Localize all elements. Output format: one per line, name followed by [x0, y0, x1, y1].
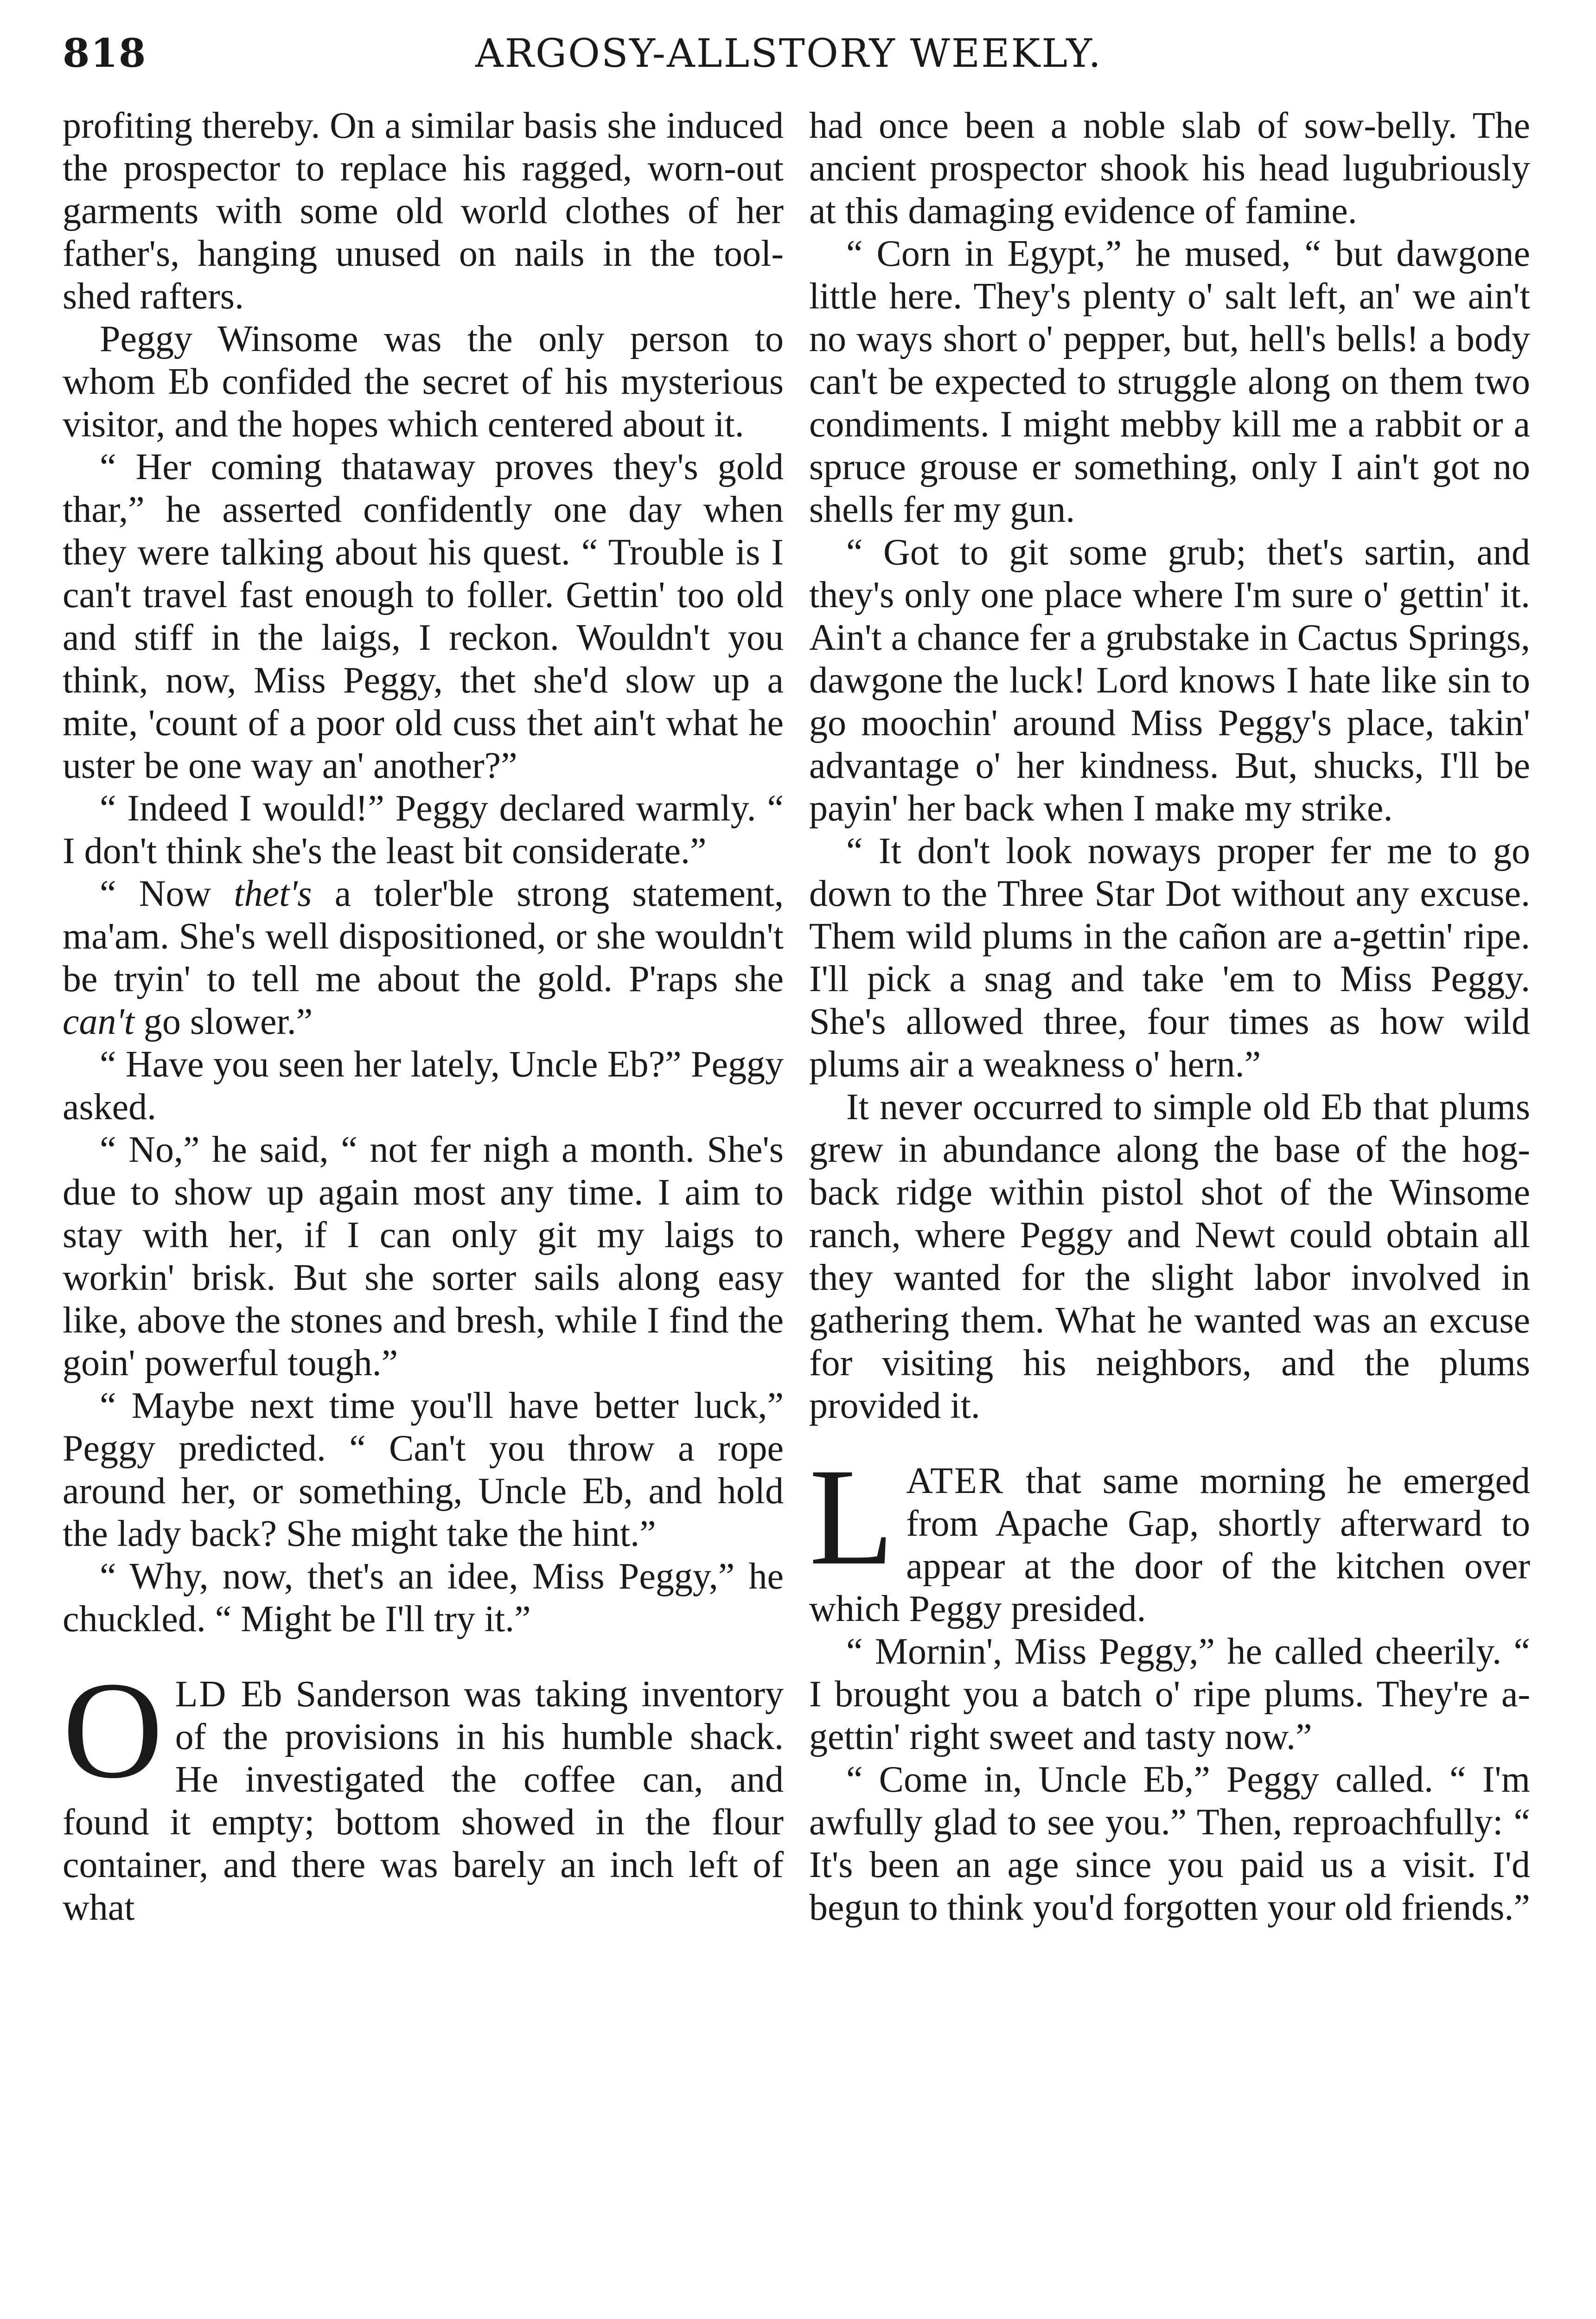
- paragraph: “ Come in, Uncle Eb,” Peggy called. “ I'm awfully glad to see you.” Then, reproachfully: “ It's been an age since you paid us a visit. I'd begun to think you'd forgotten your old friends.”: [809, 1759, 1530, 1928]
- paragraph: “ It don't look noways proper fer me to go down to the Three Star Dot without any excuse. Them wild plums in the cañon are a-gettin' ripe. I'll pick a snag and take 'em to Miss Peggy. She's allowed three, four times as how wild plums air a weakness o' hern.”: [809, 831, 1530, 1085]
- page-header: [63, 26, 1546, 81]
- small-caps-lead: LD: [175, 1674, 228, 1715]
- paragraph: “ Have you seen her lately, Uncle Eb?” Peggy asked.: [63, 1044, 784, 1127]
- right-column: [809, 104, 1530, 1929]
- italic-text: can't: [63, 1001, 134, 1042]
- paragraph: “ Corn in Egypt,” he mused, “ but dawgone little here. They's plenty o' salt left, an' we ain't no ways short o' pepper, but, hell's bells! a body can't be expected to struggle along on them two condiments. I might mebby kill me a rabbit or a spruce grouse er something, only I ain't got no shells fer my gun.: [809, 233, 1530, 530]
- paragraph: Peggy Winsome was the only person to whom Eb confided the secret of his mysterious visitor, and the hopes which centered about it.: [63, 319, 784, 445]
- text-run: Eb Sanderson was taking inventory of the provisions in his humble shack. He investigated the coffee can, and found it empty; bottom showed in the flour container, and there was barely an inch left of what: [63, 1674, 784, 1928]
- paragraph: “ Why, now, thet's an idee, Miss Peggy,” he chuckled. “ Might be I'll try it.”: [63, 1556, 784, 1640]
- text-run: go slower.”: [134, 1001, 313, 1042]
- text-run: that same morning he emerged from Apache Gap, shortly afterward to appear at the door of the kitchen over which Peggy presided.: [809, 1461, 1530, 1629]
- paragraph: “ Mornin', Miss Peggy,” he called cheerily. “ I brought you a batch o' ripe plums. They're a-gettin' right sweet and tasty now.”: [809, 1631, 1530, 1757]
- running-head: ARGOSY-ALLSTORY WEEKLY.: [475, 31, 1102, 76]
- paragraph: had once been a noble slab of sow-belly. The ancient prospector shook his head lugubriously at this damaging evidence of famine.: [809, 105, 1530, 231]
- paragraph: “ No,” he said, “ not fer nigh a month. She's due to show up again most any time. I aim to stay with her, if I can only git my laigs to workin' brisk. But she sorter sails along easy like, above the stones and bresh, while I find the goin' powerful tough.”: [63, 1129, 784, 1384]
- small-caps-lead: ATER: [906, 1461, 1005, 1501]
- text-run: a toler'ble strong statement, ma'am. She's well dispositioned, or she wouldn't be tryin' to tell me about the gold. P'raps she: [63, 873, 784, 999]
- italic-text: thet's: [234, 873, 312, 914]
- paragraph: “ Her coming thataway proves they's gold thar,” he asserted confidently one day when they were talking about his quest. “ Trouble is I can't travel fast enough to foller. Gettin' too old and stiff in the laigs, I reckon. Wouldn't you think, now, Miss Peggy, thet she'd slow up a mite, 'count of a poor old cuss thet ain't what he uster be one way an' another?”: [63, 447, 784, 786]
- drop-cap: O: [63, 1653, 163, 1807]
- paragraph: “ Maybe next time you'll have better luck,” Peggy predicted. “ Can't you throw a rope around her, or something, Uncle Eb, and hold the lady back? She might take the hint.”: [63, 1385, 784, 1554]
- section-opening-paragraph: [63, 1653, 784, 1929]
- paragraph: “ Indeed I would!” Peggy declared warmly. “ I don't think she's the least bit considerate.”: [63, 788, 784, 871]
- left-column: [63, 104, 784, 1929]
- paragraph: [63, 872, 784, 1043]
- paragraph: “ Got to git some grub; thet's sartin, and they's only one place where I'm sure o' gettin' it. Ain't a chance fer a grubstake in Cactus Springs, dawgone the luck! Lord knows I hate like sin to go moochin' around Miss Peggy's place, takin' advantage o' her kindness. But, shucks, I'll be payin' her back when I make my strike.: [809, 532, 1530, 829]
- page-number: 818: [63, 30, 147, 76]
- drop-cap: L: [809, 1440, 894, 1594]
- paragraph: It never occurred to simple old Eb that plums grew in abundance along the base of the hog-back ridge within pistol shot of the Winsome ranch, where Peggy and Newt could obtain all they wanted for the slight labor involved in gathering them. What he wanted was an excuse for visiting his neighbors, and the plums provided it.: [809, 1087, 1530, 1426]
- paragraph: profiting thereby. On a similar basis she induced the prospector to replace his ragged, worn-out garments with some old world clothes of her father's, hanging unused on nails in the tool-shed rafters.: [63, 105, 784, 317]
- section-opening-paragraph: [809, 1440, 1530, 1630]
- text-run: “ Now: [100, 873, 234, 914]
